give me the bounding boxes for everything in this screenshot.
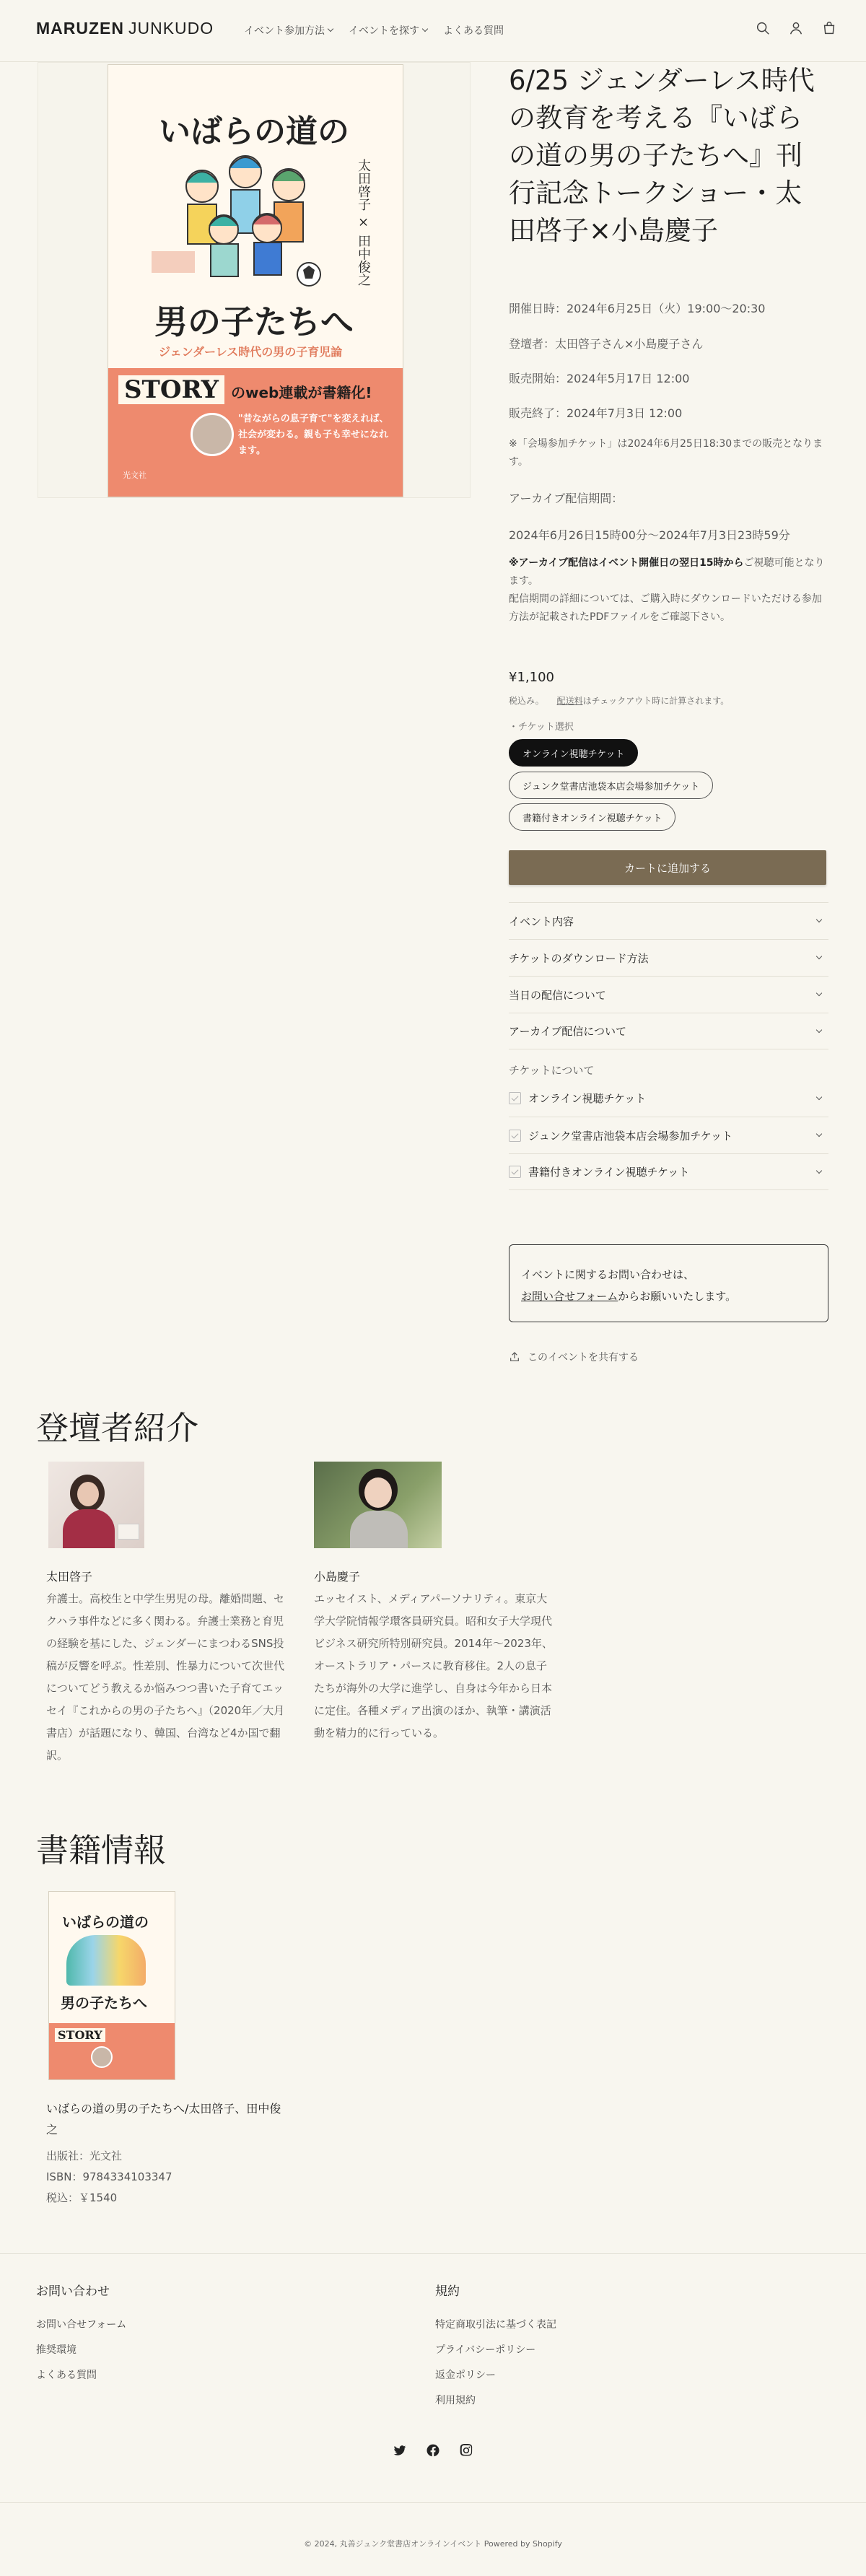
nav-item-find-events[interactable]	[349, 23, 427, 38]
archive-note-bold: ※アーカイブ配信はイベント開催日の翌日15時から	[509, 557, 744, 569]
chevron-down-icon	[328, 26, 333, 32]
chevron-down-icon	[816, 953, 822, 959]
venue-note: ※「会場参加チケット」は2024年6月25日18:30までの販売となります。	[509, 438, 823, 468]
product-image-frame[interactable]	[38, 62, 471, 498]
nav-label: イベントを探す	[349, 25, 419, 37]
footer-link[interactable]: 推奨環境	[36, 2344, 76, 2356]
footer-bottom-divider	[0, 2502, 866, 2503]
accordion-ticket-online[interactable]	[509, 1080, 828, 1117]
accordion-label: 書籍付きオンライン視聴チケット	[528, 1166, 690, 1179]
tax-prefix: 税込み。	[509, 696, 544, 706]
archive-note	[509, 554, 828, 626]
check-icon	[509, 1130, 521, 1142]
header-icons	[755, 20, 837, 36]
chevron-down-icon	[422, 26, 428, 32]
event-speakers: 登壇者：太田啓子さん×小島慶子さん	[509, 337, 704, 351]
book-thumbnail[interactable]	[48, 1891, 175, 2080]
archive-note-detail: 配信期間の詳細については、ご購入時にダウンロードいただける参加方法が記載されたPDFファイルをご確認下さい。	[509, 593, 822, 623]
accordion-label: 当日の配信について	[509, 988, 606, 1002]
price: ¥1,100	[509, 670, 554, 685]
accordion-label: アーカイブ配信について	[509, 1025, 627, 1038]
book-price: 税込：￥1540	[46, 2191, 118, 2204]
search-icon[interactable]	[755, 20, 771, 36]
logo-light: JUNKUDO	[128, 19, 214, 38]
book-heading: 書籍情報	[36, 1831, 167, 1869]
accordion-live-stream[interactable]	[509, 976, 828, 1013]
accordion-ticket-book[interactable]	[509, 1153, 828, 1190]
contact-line1: イベントに関するお問い合わせは、	[521, 1268, 695, 1281]
nav-item-how-to-join[interactable]	[244, 23, 333, 38]
footer-link[interactable]: 返金ポリシー	[435, 2370, 496, 2381]
cover-portrait	[191, 413, 234, 456]
book-publisher: 出版社：光文社	[46, 2149, 123, 2162]
account-icon[interactable]	[788, 20, 804, 36]
social-links	[393, 2443, 473, 2458]
contact-line2-rest: からお願いいたします。	[618, 1290, 737, 1303]
cover-publisher: 光文社	[123, 471, 146, 480]
chevron-down-icon	[816, 1093, 822, 1099]
contact-form-link[interactable]: お問い合せフォーム	[521, 1290, 618, 1303]
site-header	[0, 0, 866, 62]
speaker-name: 小島慶子	[314, 1570, 361, 1584]
cover-illustration	[152, 143, 339, 294]
nav-label: イベント参加方法	[244, 25, 325, 37]
footer-divider	[0, 2253, 866, 2254]
footer-terms-heading: 規約	[435, 2284, 460, 2299]
speaker-photo-kojima	[314, 1462, 442, 1548]
accordion-ticket-venue[interactable]	[509, 1117, 828, 1153]
accordion-event-content[interactable]	[509, 902, 828, 939]
copyright: © 2024, 丸善ジュンク堂書店オンラインイベント Powered by Shopify	[304, 2539, 562, 2549]
thumb-story: STORY	[55, 2028, 105, 2042]
add-to-cart-button[interactable]: カートに追加する	[509, 850, 826, 885]
chevron-down-icon	[816, 1131, 822, 1137]
contact-box	[509, 1244, 828, 1322]
sale-end: 販売終了：2024年7月3日 12:00	[509, 406, 683, 420]
archive-note-rest: ご視聴可能となります。	[509, 557, 825, 587]
ticket-option-venue[interactable]: ジュンク堂書店池袋本店会場参加チケット	[509, 772, 713, 799]
cover-title-line2: 男の子たちへ	[154, 302, 354, 341]
speaker-bio: 弁護士。高校生と中学生男児の母。離婚問題、セクハラ事件などに多く関わる。弁護士業務と育児の経験を基にした、ジェンダーにまつわるSNS投稿が反響を呼ぶ。性差別、性暴力について次世代についてどう教えるか悩みつつ書いた子育てエッセイ『これからの男の子たちへ』（2020年／大月書店）が話題になり、韓国、台湾など4か国で翻訳。	[46, 1592, 285, 1762]
accordion-label: ジュンク堂書店池袋本店会場参加チケット	[528, 1129, 733, 1143]
shipping-link[interactable]: 配送料	[556, 696, 583, 706]
instagram-icon[interactable]	[459, 2443, 473, 2458]
event-title: 6/25 ジェンダーレス時代の教育を考える『いばらの道の男の子たちへ』刊行記念トークショー・太田啓子×小島慶子	[509, 65, 815, 246]
chevron-down-icon	[816, 990, 822, 996]
archive-label: アーカイブ配信期間：	[509, 492, 624, 505]
footer-link[interactable]: お問い合せフォーム	[36, 2319, 127, 2331]
accordion-label: イベント内容	[509, 914, 574, 928]
check-icon	[509, 1166, 521, 1178]
cover-subtitle: ジェンダーレス時代の男の子育児論	[159, 345, 343, 359]
footer-contact-heading: お問い合わせ	[36, 2284, 110, 2299]
cover-authors: 太田啓子 × 田中俊之	[356, 159, 371, 287]
speaker-name: 太田啓子	[46, 1570, 93, 1584]
book-title[interactable]: いばらの道の男の子たちへ/太田啓子、田中俊之	[46, 2102, 281, 2136]
accordion-archive[interactable]	[509, 1013, 828, 1049]
nav-item-faq[interactable]	[443, 23, 504, 38]
book-cover-image	[108, 64, 403, 497]
cover-title-line1: いばらの道の	[159, 113, 349, 150]
thumb-title-2: 男の子たちへ	[61, 1994, 147, 2012]
footer-link[interactable]: よくある質問	[36, 2370, 97, 2381]
sale-start: 販売開始：2024年5月17日 12:00	[509, 372, 690, 385]
tax-note	[509, 694, 828, 707]
accordion-label: チケットのダウンロード方法	[509, 951, 649, 965]
cart-icon[interactable]	[821, 20, 837, 36]
footer-link[interactable]: 利用規約	[435, 2395, 476, 2406]
contact-line2	[521, 1285, 816, 1307]
cover-quote: "昔ながらの息子育て"を変えれば、社会が変わる。親も子も幸せになれます。	[238, 414, 389, 456]
logo-bold: MARUZEN	[36, 19, 124, 38]
tickets-about-label: チケットについて	[509, 1064, 595, 1077]
speakers-heading: 登壇者紹介	[36, 1409, 199, 1447]
footer-link[interactable]: 特定商取引法に基づく表記	[435, 2319, 556, 2331]
share-icon	[509, 1351, 520, 1363]
check-icon	[509, 1092, 521, 1104]
chevron-down-icon	[816, 1026, 822, 1032]
accordion-ticket-download[interactable]	[509, 939, 828, 976]
ticket-option-online[interactable]: オンライン視聴チケット	[509, 739, 638, 767]
twitter-icon[interactable]	[393, 2443, 407, 2458]
site-logo[interactable]	[36, 19, 214, 38]
share-button[interactable]	[509, 1350, 639, 1364]
speaker-photo-ota	[48, 1462, 144, 1548]
share-label: このイベントを共有する	[528, 1352, 639, 1363]
cover-story-label: STORY	[118, 375, 224, 404]
footer-link[interactable]: プライバシーポリシー	[435, 2344, 536, 2356]
chevron-down-icon	[816, 1167, 822, 1173]
archive-period: 2024年6月26日15時00分〜2024年7月3日23時59分	[509, 528, 790, 542]
book-isbn: ISBN：9784334103347	[46, 2170, 172, 2183]
ticket-select-label: ・チケット選択	[509, 722, 574, 733]
cover-band	[108, 368, 403, 497]
cover-band-text: のweb連載が書籍化!	[231, 384, 372, 401]
tax-suffix: はチェックアウト時に計算されます。	[582, 696, 730, 706]
accordion-label: オンライン視聴チケット	[528, 1092, 647, 1105]
nav-label: よくある質問	[443, 25, 504, 37]
chevron-down-icon	[816, 917, 822, 922]
thumb-title-1: いばらの道の	[62, 1913, 149, 1931]
ticket-option-book[interactable]: 書籍付きオンライン視聴チケット	[509, 803, 675, 831]
facebook-icon[interactable]	[426, 2443, 440, 2458]
speaker-bio: エッセイスト、メディアパーソナリティ。東京大学大学院情報学環客員研究員。昭和女子大学現代ビジネス研究所特別研究員。2014年〜2023年、オーストラリア・パースに教育移住。2人の息子たちが海外の大学に進学し、自身は今年から日本に定住。各種メディア出演のほか、執筆・講演活動を精力的に行っている。	[314, 1592, 553, 1739]
event-date: 開催日時：2024年6月25日（火）19:00〜20:30	[509, 302, 766, 315]
main-nav	[244, 23, 504, 38]
